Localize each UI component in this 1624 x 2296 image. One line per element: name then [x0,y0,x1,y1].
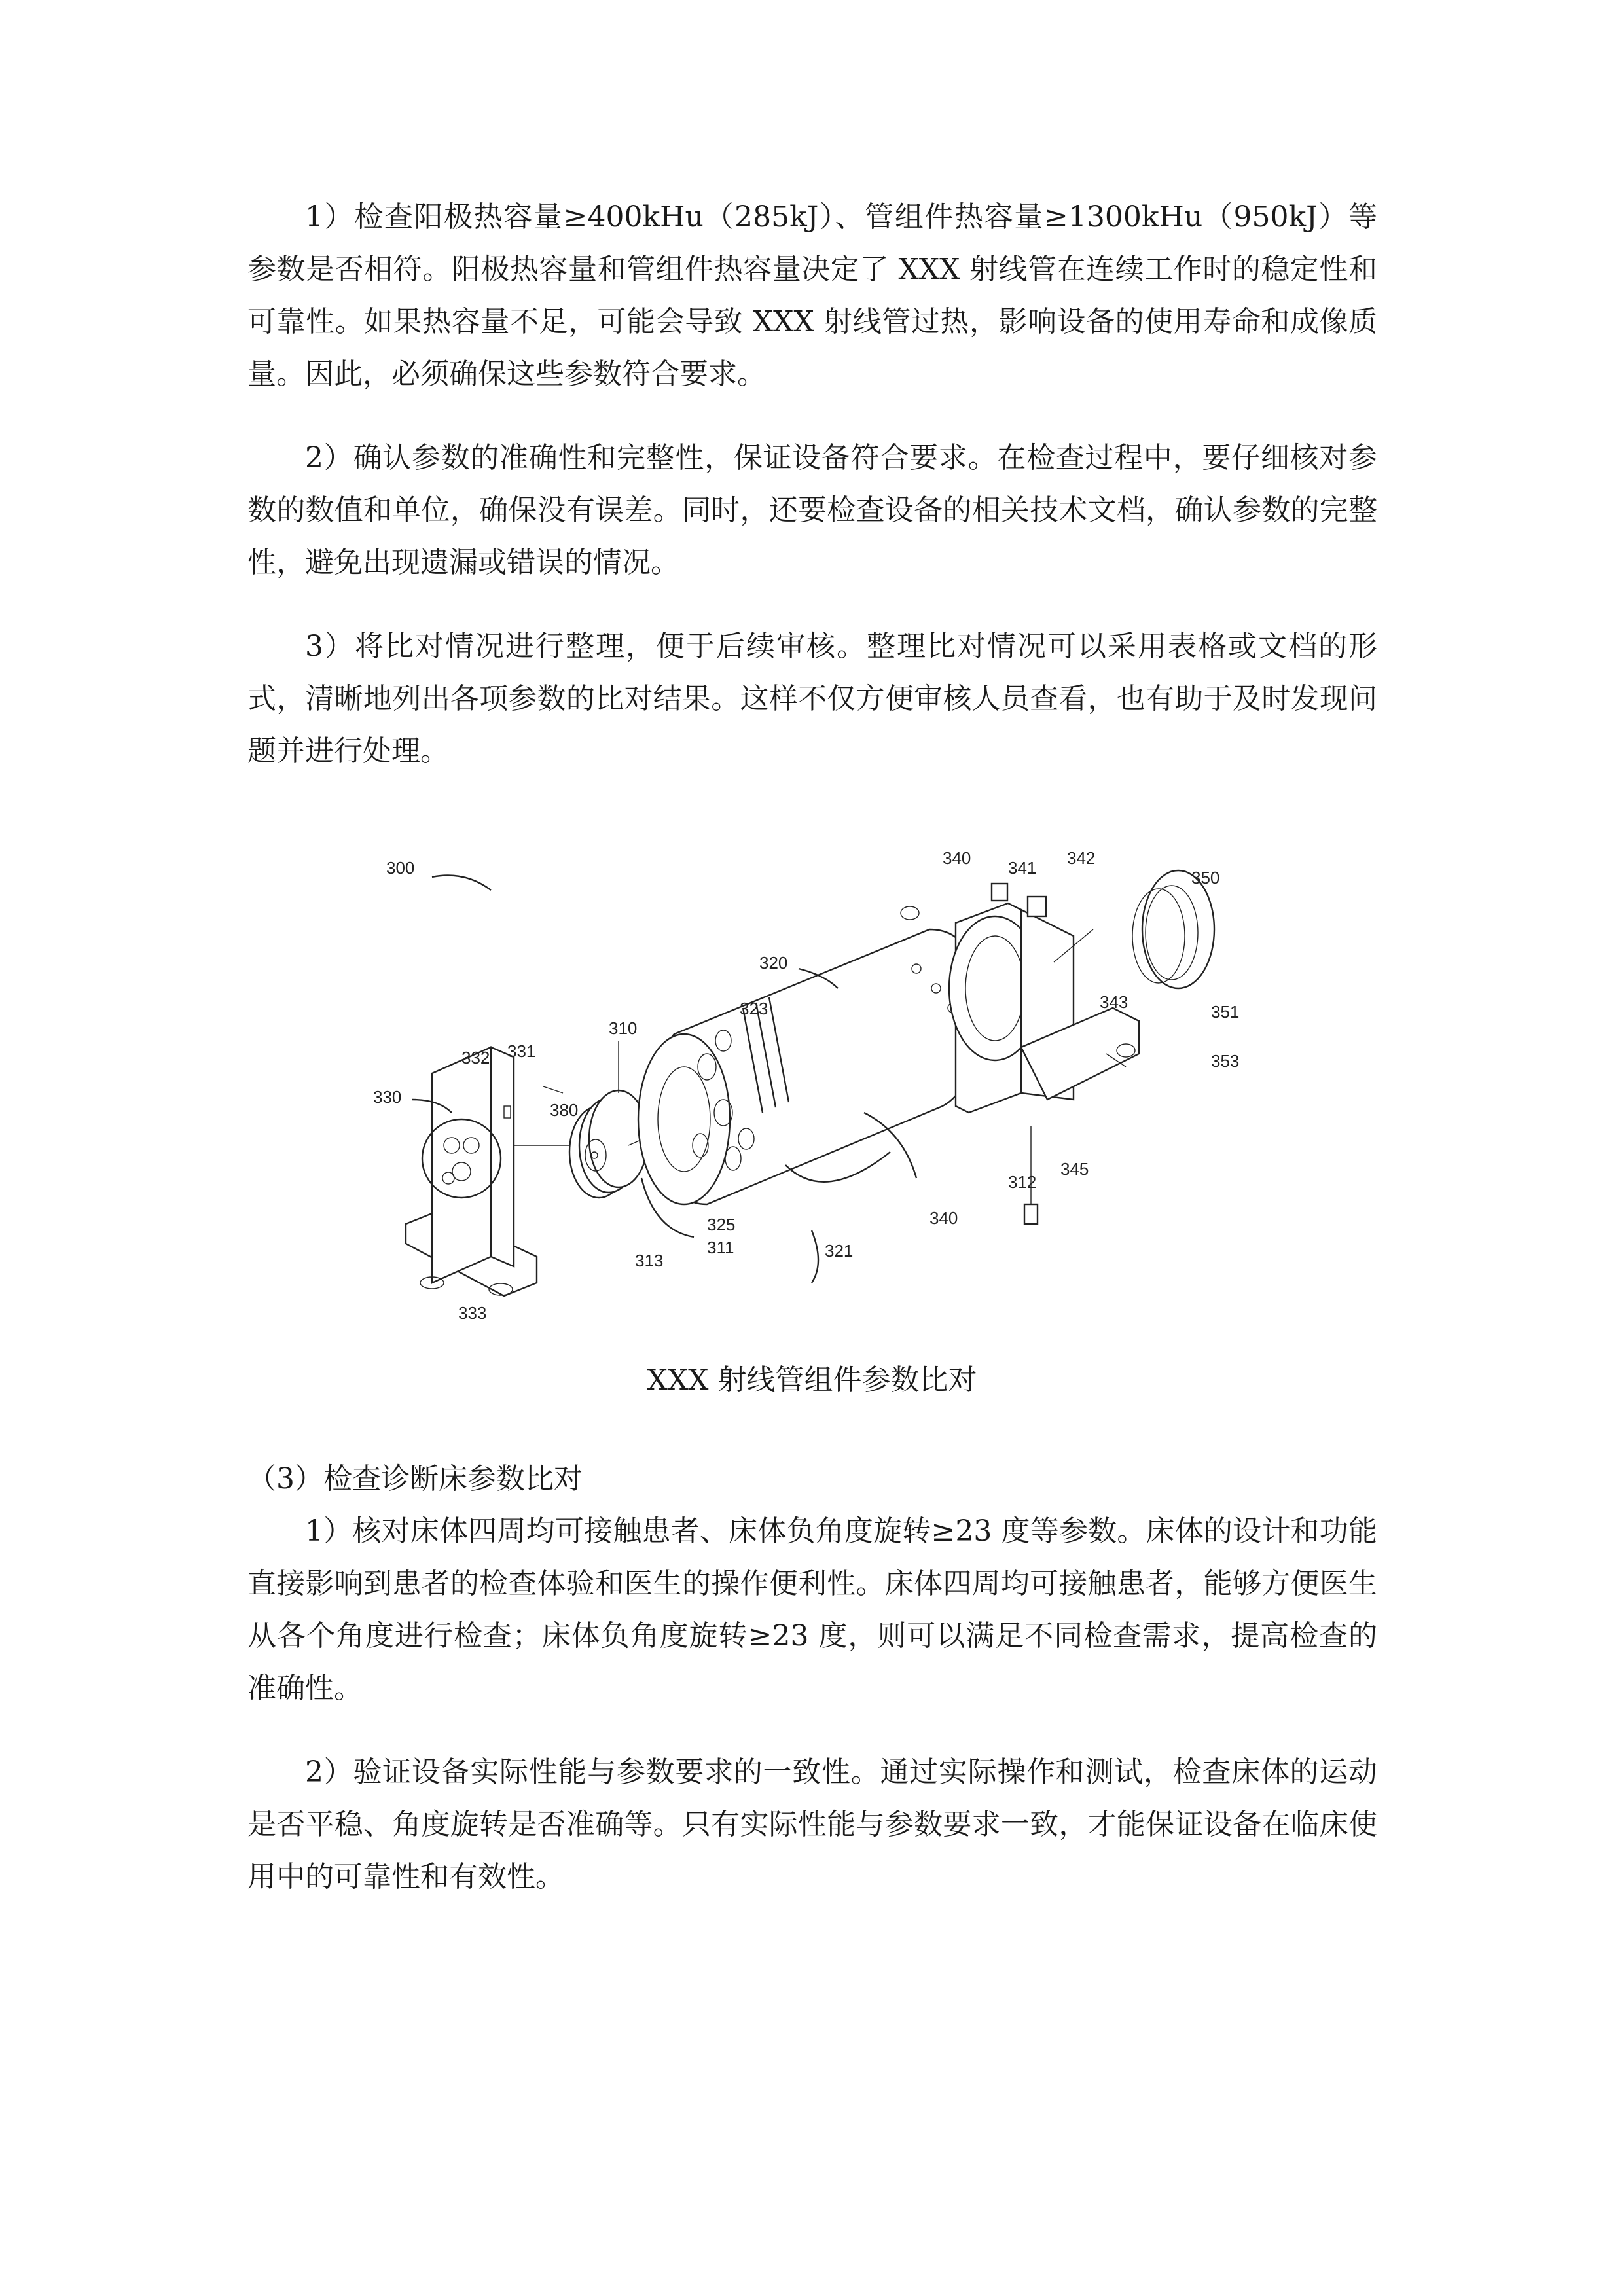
left-bracket-330 [406,1047,583,1296]
paragraph-anode-heat: 1）检查阳极热容量≥400kHu（285kJ）、管组件热容量≥1300kHu（950kJ）等参数是否相符。阳极热容量和管组件热容量决定了 XXX 射线管在连续工作时的稳定性和可靠性。如果热容量不足，可能会导致 XXX 射线管过热，影响设备的使用寿命和成像质量。因此，必须确保这些参数符合要求。 [247,200,1377,391]
top-section [247,191,1377,778]
label-343: 343 [1100,992,1128,1012]
label-312: 312 [1008,1172,1037,1192]
label-341: 341 [1008,858,1037,878]
bottom-section [247,1453,1377,1903]
label-323: 323 [740,999,768,1018]
paragraph-bed-params: 1）核对床体四周均可接触患者、床体负角度旋转≥23 度等参数。床体的设计和功能直接影响到患者的检查体验和医生的操作便利性。床体四周均可接触患者，能够方便医生从各个角度进行检查；床体负角度旋转≥23 度，则可以满足不同检查需求，提高检查的准确性。 [247,1515,1377,1705]
xray-tube-exploded-diagram [367,838,1270,1335]
paragraph-verify-performance: 2）验证设备实际性能与参数要求的一致性。通过实际操作和测试，检查床体的运动是否平稳、角度旋转是否准确等。只有实际性能与参数要求一致，才能保证设备在临床使用中的可靠性和有效性。 [247,1755,1377,1893]
figure-caption: XXX 射线管组件参数比对 [647,1363,977,1397]
label-321: 321 [825,1241,854,1261]
label-300: 300 [386,858,415,878]
label-310: 310 [609,1018,638,1038]
label-313: 313 [635,1251,664,1270]
label-332: 332 [461,1048,490,1067]
label-311: 311 [707,1238,734,1257]
label-380: 380 [550,1100,579,1120]
label-320: 320 [759,953,788,973]
paragraph-accuracy: 2）确认参数的准确性和完整性，保证设备符合要求。在检查过程中，要仔细核对参数的数值和单位，确保没有误差。同时，还要检查设备的相关技术文档，确认参数的完整性，避免出现遗漏或错误的情况。 [247,441,1377,579]
label-330: 330 [373,1087,402,1107]
label-340-top: 340 [943,848,971,868]
tube-housing-320 [638,929,979,1204]
label-351: 351 [1211,1002,1240,1022]
label-345: 345 [1060,1159,1089,1179]
section-heading-diagnostic-bed: （3）检查诊断床参数比对 [247,1462,583,1496]
label-333: 333 [458,1303,487,1323]
label-331: 331 [507,1041,536,1061]
label-353: 353 [1211,1051,1240,1071]
label-350: 350 [1191,868,1220,888]
label-342: 342 [1067,848,1096,868]
label-340-bottom: 340 [929,1208,958,1228]
label-325: 325 [707,1215,736,1234]
ring-350 [1132,870,1214,988]
paragraph-organize: 3）将比对情况进行整理，便于后续审核。整理比对情况可以采用表格或文档的形式，清晰地列出各项参数的比对结果。这样不仅方便审核人员查看，也有助于及时发现问题并进行处理。 [247,630,1377,768]
